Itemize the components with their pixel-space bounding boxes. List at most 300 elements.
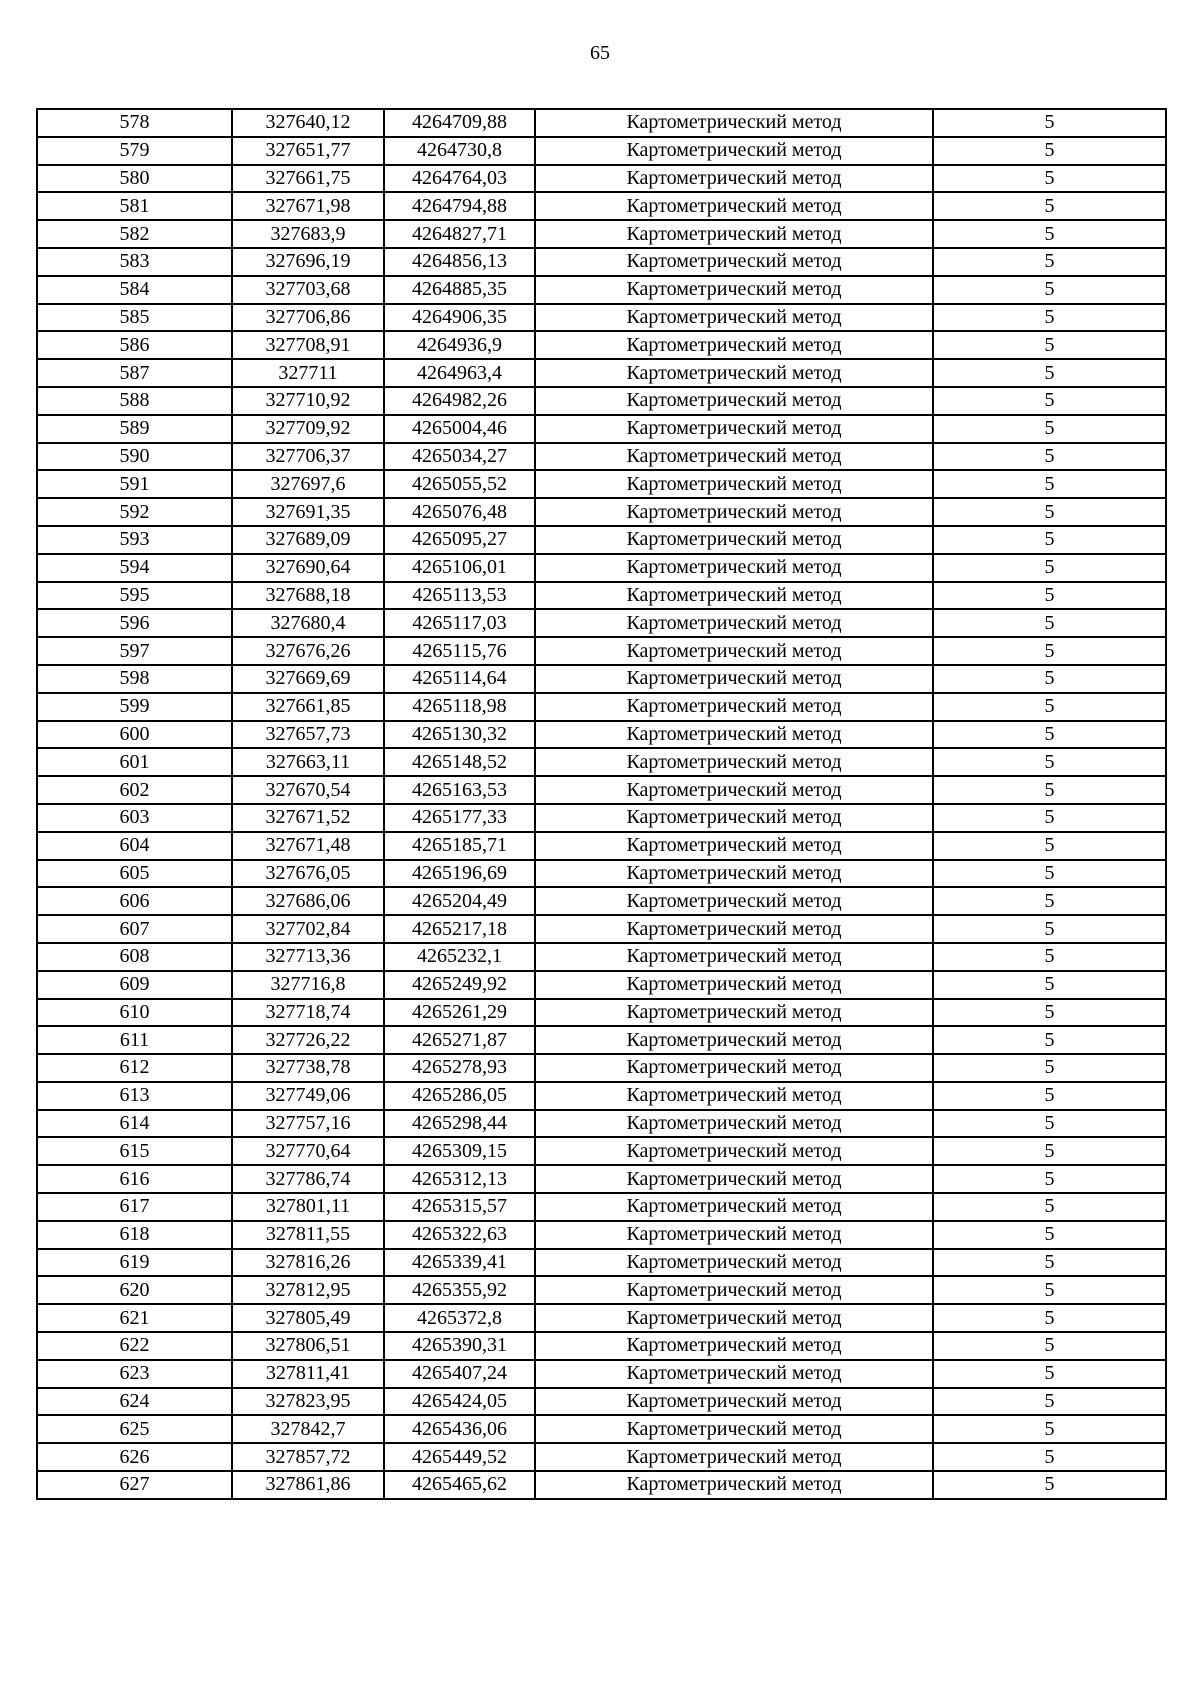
table-row [37,999,1166,1027]
method-cell: Картометрический метод [535,1137,933,1165]
table-row [37,498,1166,526]
x-coordinate-cell: 327661,75 [232,165,384,193]
method-cell: Картометрический метод [535,1165,933,1193]
method-cell: Картометрический метод [535,1221,933,1249]
x-coordinate-cell: 327706,86 [232,304,384,332]
x-coordinate-cell: 327770,64 [232,1137,384,1165]
y-coordinate-cell: 4265271,87 [384,1026,535,1054]
point-number-cell: 602 [37,776,232,804]
y-coordinate-cell: 4265424,05 [384,1388,535,1416]
y-coordinate-cell: 4265355,92 [384,1276,535,1304]
accuracy-cell: 5 [933,1388,1166,1416]
y-coordinate-cell: 4264794,88 [384,192,535,220]
y-coordinate-cell: 4265407,24 [384,1360,535,1388]
point-number-cell: 620 [37,1276,232,1304]
accuracy-cell: 5 [933,887,1166,915]
table-row [37,1276,1166,1304]
method-cell: Картометрический метод [535,387,933,415]
table-row [37,415,1166,443]
method-cell: Картометрический метод [535,971,933,999]
point-number-cell: 616 [37,1165,232,1193]
x-coordinate-cell: 327703,68 [232,276,384,304]
accuracy-cell: 5 [933,304,1166,332]
point-number-cell: 619 [37,1249,232,1277]
method-cell: Картометрический метод [535,943,933,971]
x-coordinate-cell: 327663,11 [232,748,384,776]
x-coordinate-cell: 327711 [232,359,384,387]
accuracy-cell: 5 [933,443,1166,471]
point-number-cell: 606 [37,887,232,915]
accuracy-cell: 5 [933,387,1166,415]
point-number-cell: 626 [37,1443,232,1471]
y-coordinate-cell: 4265106,01 [384,554,535,582]
x-coordinate-cell: 327749,06 [232,1082,384,1110]
y-coordinate-cell: 4265095,27 [384,526,535,554]
y-coordinate-cell: 4265114,64 [384,665,535,693]
table-row [37,1443,1166,1471]
method-cell: Картометрический метод [535,192,933,220]
accuracy-cell: 5 [933,109,1166,137]
accuracy-cell: 5 [933,971,1166,999]
table-row [37,1054,1166,1082]
table-row [37,137,1166,165]
method-cell: Картометрический метод [535,1054,933,1082]
accuracy-cell: 5 [933,470,1166,498]
x-coordinate-cell: 327657,73 [232,721,384,749]
method-cell: Картометрический метод [535,1471,933,1499]
table-row [37,832,1166,860]
point-number-cell: 583 [37,248,232,276]
table-row [37,526,1166,554]
y-coordinate-cell: 4265312,13 [384,1165,535,1193]
point-number-cell: 591 [37,470,232,498]
y-coordinate-cell: 4265465,62 [384,1471,535,1499]
accuracy-cell: 5 [933,637,1166,665]
y-coordinate-cell: 4265217,18 [384,915,535,943]
method-cell: Картометрический метод [535,1082,933,1110]
y-coordinate-cell: 4265004,46 [384,415,535,443]
y-coordinate-cell: 4265390,31 [384,1332,535,1360]
y-coordinate-cell: 4265196,69 [384,860,535,888]
table-row [37,693,1166,721]
point-number-cell: 581 [37,192,232,220]
accuracy-cell: 5 [933,498,1166,526]
y-coordinate-cell: 4265113,53 [384,582,535,610]
table-row [37,470,1166,498]
method-cell: Картометрический метод [535,721,933,749]
x-coordinate-cell: 327708,91 [232,331,384,359]
y-coordinate-cell: 4264709,88 [384,109,535,137]
table-row [37,276,1166,304]
table-row [37,1304,1166,1332]
x-coordinate-cell: 327676,05 [232,860,384,888]
accuracy-cell: 5 [933,1193,1166,1221]
method-cell: Картометрический метод [535,359,933,387]
y-coordinate-cell: 4264963,4 [384,359,535,387]
accuracy-cell: 5 [933,943,1166,971]
x-coordinate-cell: 327738,78 [232,1054,384,1082]
method-cell: Картометрический метод [535,443,933,471]
method-cell: Картометрический метод [535,1193,933,1221]
table-row [37,915,1166,943]
table-row [37,192,1166,220]
accuracy-cell: 5 [933,693,1166,721]
point-number-cell: 625 [37,1415,232,1443]
point-number-cell: 593 [37,526,232,554]
x-coordinate-cell: 327811,41 [232,1360,384,1388]
x-coordinate-cell: 327801,11 [232,1193,384,1221]
accuracy-cell: 5 [933,1082,1166,1110]
accuracy-cell: 5 [933,248,1166,276]
point-number-cell: 594 [37,554,232,582]
point-number-cell: 585 [37,304,232,332]
x-coordinate-cell: 327671,48 [232,832,384,860]
point-number-cell: 592 [37,498,232,526]
x-coordinate-cell: 327688,18 [232,582,384,610]
point-number-cell: 600 [37,721,232,749]
accuracy-cell: 5 [933,1443,1166,1471]
y-coordinate-cell: 4264885,35 [384,276,535,304]
point-number-cell: 618 [37,1221,232,1249]
table-row [37,776,1166,804]
y-coordinate-cell: 4265117,03 [384,609,535,637]
point-number-cell: 624 [37,1388,232,1416]
accuracy-cell: 5 [933,860,1166,888]
accuracy-cell: 5 [933,1249,1166,1277]
accuracy-cell: 5 [933,554,1166,582]
point-number-cell: 627 [37,1471,232,1499]
y-coordinate-cell: 4265185,71 [384,832,535,860]
method-cell: Картометрический метод [535,999,933,1027]
point-number-cell: 609 [37,971,232,999]
table-row [37,665,1166,693]
table-row [37,971,1166,999]
x-coordinate-cell: 327857,72 [232,1443,384,1471]
y-coordinate-cell: 4264936,9 [384,331,535,359]
method-cell: Картометрический метод [535,860,933,888]
x-coordinate-cell: 327718,74 [232,999,384,1027]
accuracy-cell: 5 [933,137,1166,165]
x-coordinate-cell: 327757,16 [232,1110,384,1138]
x-coordinate-cell: 327726,22 [232,1026,384,1054]
x-coordinate-cell: 327696,19 [232,248,384,276]
method-cell: Картометрический метод [535,415,933,443]
point-number-cell: 614 [37,1110,232,1138]
x-coordinate-cell: 327670,54 [232,776,384,804]
x-coordinate-cell: 327702,84 [232,915,384,943]
point-number-cell: 617 [37,1193,232,1221]
point-number-cell: 621 [37,1304,232,1332]
y-coordinate-cell: 4265322,63 [384,1221,535,1249]
table-row [37,1471,1166,1499]
method-cell: Картометрический метод [535,526,933,554]
method-cell: Картометрический метод [535,276,933,304]
x-coordinate-cell: 327669,69 [232,665,384,693]
method-cell: Картометрический метод [535,248,933,276]
y-coordinate-cell: 4265339,41 [384,1249,535,1277]
x-coordinate-cell: 327816,26 [232,1249,384,1277]
method-cell: Картометрический метод [535,109,933,137]
point-number-cell: 579 [37,137,232,165]
point-number-cell: 607 [37,915,232,943]
y-coordinate-cell: 4265130,32 [384,721,535,749]
method-cell: Картометрический метод [535,1110,933,1138]
accuracy-cell: 5 [933,526,1166,554]
accuracy-cell: 5 [933,220,1166,248]
y-coordinate-cell: 4265076,48 [384,498,535,526]
x-coordinate-cell: 327651,77 [232,137,384,165]
point-number-cell: 582 [37,220,232,248]
point-number-cell: 611 [37,1026,232,1054]
y-coordinate-cell: 4265249,92 [384,971,535,999]
method-cell: Картометрический метод [535,1276,933,1304]
y-coordinate-cell: 4265232,1 [384,943,535,971]
accuracy-cell: 5 [933,1332,1166,1360]
point-number-cell: 595 [37,582,232,610]
accuracy-cell: 5 [933,1221,1166,1249]
accuracy-cell: 5 [933,609,1166,637]
x-coordinate-cell: 327786,74 [232,1165,384,1193]
method-cell: Картометрический метод [535,582,933,610]
accuracy-cell: 5 [933,582,1166,610]
point-number-cell: 599 [37,693,232,721]
method-cell: Картометрический метод [535,915,933,943]
x-coordinate-cell: 327709,92 [232,415,384,443]
point-number-cell: 580 [37,165,232,193]
page-number: 65 [590,42,610,64]
table-row [37,943,1166,971]
method-cell: Картометрический метод [535,609,933,637]
accuracy-cell: 5 [933,359,1166,387]
method-cell: Картометрический метод [535,470,933,498]
x-coordinate-cell: 327706,37 [232,443,384,471]
point-number-cell: 613 [37,1082,232,1110]
coordinates-table-body [37,109,1166,1499]
y-coordinate-cell: 4265115,76 [384,637,535,665]
x-coordinate-cell: 327811,55 [232,1221,384,1249]
table-row [37,331,1166,359]
table-row [37,304,1166,332]
accuracy-cell: 5 [933,1471,1166,1499]
point-number-cell: 612 [37,1054,232,1082]
accuracy-cell: 5 [933,748,1166,776]
y-coordinate-cell: 4264982,26 [384,387,535,415]
method-cell: Картометрический метод [535,637,933,665]
y-coordinate-cell: 4264906,35 [384,304,535,332]
y-coordinate-cell: 4265034,27 [384,443,535,471]
y-coordinate-cell: 4265055,52 [384,470,535,498]
table-row [37,220,1166,248]
x-coordinate-cell: 327842,7 [232,1415,384,1443]
point-number-cell: 598 [37,665,232,693]
x-coordinate-cell: 327710,92 [232,387,384,415]
method-cell: Картометрический метод [535,832,933,860]
accuracy-cell: 5 [933,415,1166,443]
accuracy-cell: 5 [933,1276,1166,1304]
point-number-cell: 601 [37,748,232,776]
y-coordinate-cell: 4264730,8 [384,137,535,165]
point-number-cell: 605 [37,860,232,888]
point-number-cell: 584 [37,276,232,304]
point-number-cell: 588 [37,387,232,415]
method-cell: Картометрический метод [535,498,933,526]
method-cell: Картометрический метод [535,1388,933,1416]
x-coordinate-cell: 327812,95 [232,1276,384,1304]
x-coordinate-cell: 327640,12 [232,109,384,137]
table-row [37,1026,1166,1054]
x-coordinate-cell: 327680,4 [232,609,384,637]
table-row [37,1415,1166,1443]
x-coordinate-cell: 327805,49 [232,1304,384,1332]
y-coordinate-cell: 4264764,03 [384,165,535,193]
point-number-cell: 587 [37,359,232,387]
y-coordinate-cell: 4265286,05 [384,1082,535,1110]
x-coordinate-cell: 327689,09 [232,526,384,554]
x-coordinate-cell: 327713,36 [232,943,384,971]
point-number-cell: 604 [37,832,232,860]
accuracy-cell: 5 [933,276,1166,304]
table-row [37,609,1166,637]
x-coordinate-cell: 327691,35 [232,498,384,526]
table-row [37,1221,1166,1249]
point-number-cell: 597 [37,637,232,665]
y-coordinate-cell: 4265278,93 [384,1054,535,1082]
accuracy-cell: 5 [933,165,1166,193]
method-cell: Картометрический метод [535,304,933,332]
table-row [37,1110,1166,1138]
point-number-cell: 586 [37,331,232,359]
table-row [37,1193,1166,1221]
method-cell: Картометрический метод [535,693,933,721]
x-coordinate-cell: 327686,06 [232,887,384,915]
x-coordinate-cell: 327697,6 [232,470,384,498]
table-row [37,387,1166,415]
table-row [37,804,1166,832]
method-cell: Картометрический метод [535,1249,933,1277]
point-number-cell: 622 [37,1332,232,1360]
table-row [37,443,1166,471]
point-number-cell: 590 [37,443,232,471]
accuracy-cell: 5 [933,915,1166,943]
y-coordinate-cell: 4265177,33 [384,804,535,832]
y-coordinate-cell: 4265372,8 [384,1304,535,1332]
method-cell: Картометрический метод [535,1443,933,1471]
method-cell: Картометрический метод [535,554,933,582]
y-coordinate-cell: 4265315,57 [384,1193,535,1221]
x-coordinate-cell: 327806,51 [232,1332,384,1360]
point-number-cell: 596 [37,609,232,637]
method-cell: Картометрический метод [535,137,933,165]
y-coordinate-cell: 4265449,52 [384,1443,535,1471]
point-number-cell: 615 [37,1137,232,1165]
method-cell: Картометрический метод [535,776,933,804]
accuracy-cell: 5 [933,192,1166,220]
table-row [37,165,1166,193]
table-row [37,721,1166,749]
method-cell: Картометрический метод [535,1304,933,1332]
point-number-cell: 603 [37,804,232,832]
point-number-cell: 578 [37,109,232,137]
method-cell: Картометрический метод [535,331,933,359]
x-coordinate-cell: 327661,85 [232,693,384,721]
table-row [37,748,1166,776]
accuracy-cell: 5 [933,832,1166,860]
x-coordinate-cell: 327823,95 [232,1388,384,1416]
y-coordinate-cell: 4265163,53 [384,776,535,804]
table-row [37,554,1166,582]
accuracy-cell: 5 [933,331,1166,359]
x-coordinate-cell: 327690,64 [232,554,384,582]
table-row [37,582,1166,610]
method-cell: Картометрический метод [535,748,933,776]
accuracy-cell: 5 [933,999,1166,1027]
table-row [37,860,1166,888]
table-row [37,887,1166,915]
coordinates-table [36,108,1167,1500]
point-number-cell: 623 [37,1360,232,1388]
method-cell: Картометрический метод [535,804,933,832]
method-cell: Картометрический метод [535,1415,933,1443]
accuracy-cell: 5 [933,1360,1166,1388]
table-row [37,1360,1166,1388]
table-row [37,1388,1166,1416]
table-row [37,1082,1166,1110]
y-coordinate-cell: 4265204,49 [384,887,535,915]
y-coordinate-cell: 4265148,52 [384,748,535,776]
y-coordinate-cell: 4265261,29 [384,999,535,1027]
accuracy-cell: 5 [933,1415,1166,1443]
accuracy-cell: 5 [933,1026,1166,1054]
y-coordinate-cell: 4264856,13 [384,248,535,276]
x-coordinate-cell: 327861,86 [232,1471,384,1499]
method-cell: Картометрический метод [535,1332,933,1360]
table-row [37,1249,1166,1277]
table-row [37,109,1166,137]
method-cell: Картометрический метод [535,165,933,193]
y-coordinate-cell: 4265436,06 [384,1415,535,1443]
table-row [37,1332,1166,1360]
accuracy-cell: 5 [933,665,1166,693]
point-number-cell: 608 [37,943,232,971]
y-coordinate-cell: 4265118,98 [384,693,535,721]
accuracy-cell: 5 [933,1054,1166,1082]
x-coordinate-cell: 327676,26 [232,637,384,665]
table-row [37,359,1166,387]
y-coordinate-cell: 4265309,15 [384,1137,535,1165]
x-coordinate-cell: 327671,52 [232,804,384,832]
table-row [37,1165,1166,1193]
method-cell: Картометрический метод [535,1026,933,1054]
table-row [37,1137,1166,1165]
method-cell: Картометрический метод [535,1360,933,1388]
x-coordinate-cell: 327671,98 [232,192,384,220]
accuracy-cell: 5 [933,1137,1166,1165]
method-cell: Картометрический метод [535,665,933,693]
x-coordinate-cell: 327716,8 [232,971,384,999]
accuracy-cell: 5 [933,1304,1166,1332]
accuracy-cell: 5 [933,804,1166,832]
y-coordinate-cell: 4265298,44 [384,1110,535,1138]
y-coordinate-cell: 4264827,71 [384,220,535,248]
table-row [37,637,1166,665]
method-cell: Картометрический метод [535,887,933,915]
x-coordinate-cell: 327683,9 [232,220,384,248]
accuracy-cell: 5 [933,1165,1166,1193]
accuracy-cell: 5 [933,1110,1166,1138]
point-number-cell: 610 [37,999,232,1027]
accuracy-cell: 5 [933,721,1166,749]
accuracy-cell: 5 [933,776,1166,804]
